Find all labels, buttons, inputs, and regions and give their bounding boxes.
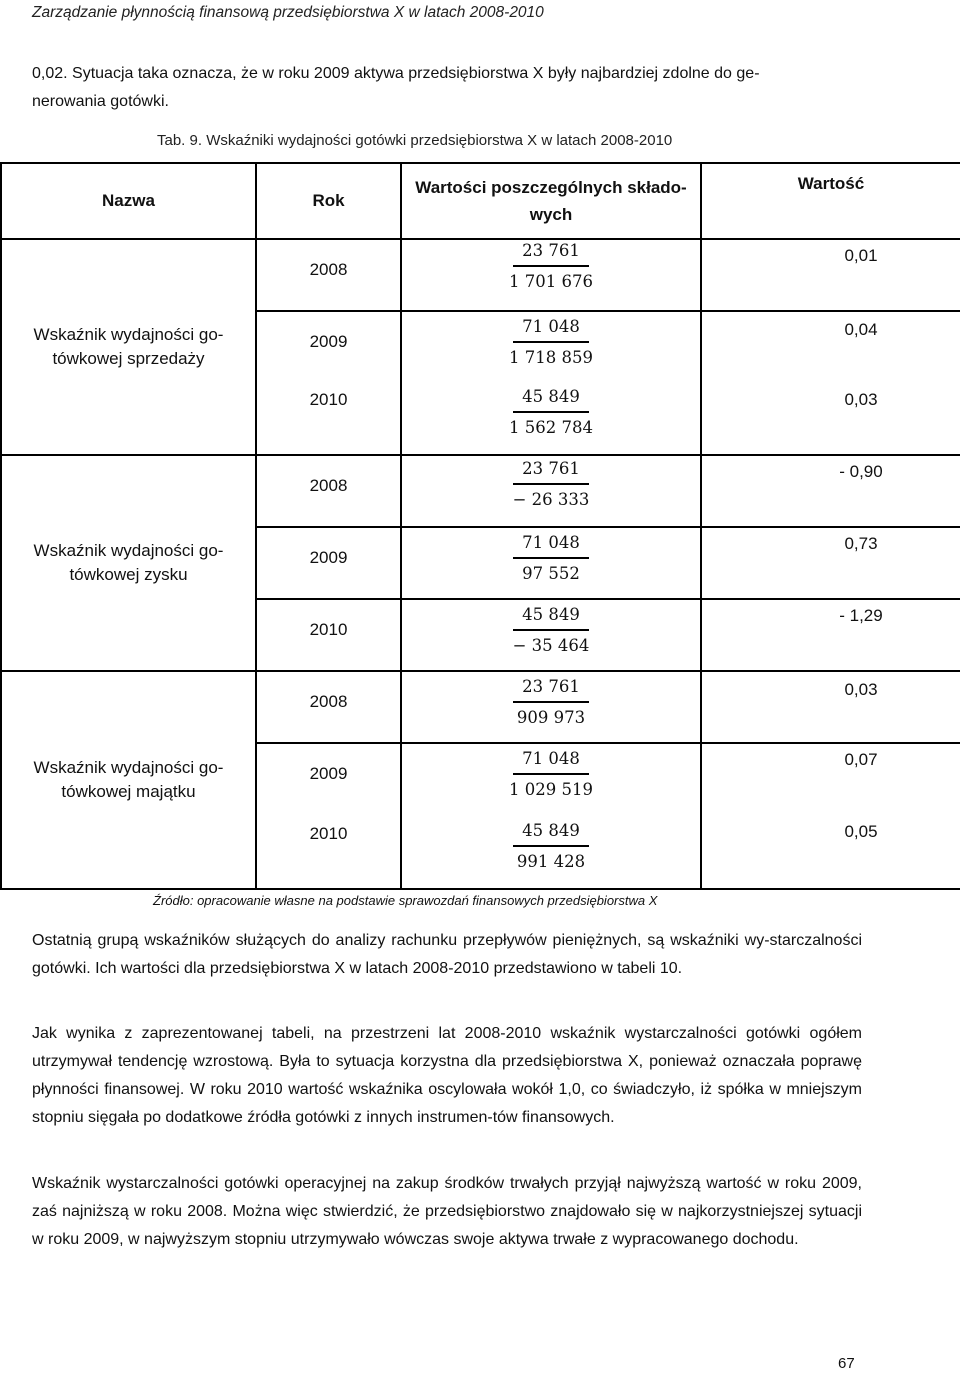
fraction-numerator: 45 849	[522, 387, 580, 406]
indicator-value: 0,73	[702, 526, 960, 598]
fraction-numerator: 71 048	[522, 317, 580, 336]
indicator-name-line-2: tówkowej zysku	[69, 565, 188, 584]
fraction-bar	[513, 483, 589, 485]
fraction	[402, 240, 700, 310]
header-value: Wartość	[701, 163, 960, 239]
fraction-expression	[503, 240, 599, 293]
header-year: Rok	[256, 163, 401, 239]
fraction-expression	[511, 820, 591, 873]
indicator-value: 0,03	[844, 680, 878, 699]
table-group	[1, 671, 960, 889]
year-label: 2008	[309, 476, 348, 495]
header-components	[401, 163, 701, 239]
year-cell	[256, 671, 401, 889]
fraction	[402, 814, 700, 888]
fraction-expression	[503, 386, 599, 439]
intro-paragraph	[32, 60, 862, 116]
indicator-value: 0,03	[844, 390, 878, 409]
indicator-name	[1, 671, 256, 889]
table-group	[1, 455, 960, 671]
fraction	[402, 526, 700, 598]
fraction	[402, 742, 700, 814]
fraction-denominator: 909 973	[516, 707, 586, 727]
fraction-denominator: 97 552	[522, 563, 580, 583]
indicator-name	[1, 455, 256, 671]
year-label: 2009	[257, 310, 400, 380]
indicator-value: - 0,90	[839, 462, 883, 481]
table-source: Źródło: opracowanie własne na podstawie sprawozdań finansowych przedsiębiorstwa X	[153, 893, 658, 908]
fraction	[402, 456, 700, 526]
fraction-denominator: − 26 333	[512, 489, 590, 509]
fraction-numerator: 23 761	[522, 677, 580, 696]
year-label: 2009	[257, 742, 400, 814]
page-number: 67	[838, 1355, 855, 1372]
year-label: 2010	[309, 824, 348, 843]
fraction-numerator: 45 849	[522, 821, 580, 840]
running-header: Zarządzanie płynnością finansową przedsiębiorstwa X w latach 2008-2010	[32, 4, 544, 21]
header-components-line-1: Wartości poszczególnych składo-	[415, 178, 687, 197]
fraction-bar	[513, 557, 589, 559]
year-label: 2008	[309, 260, 348, 279]
fraction-numerator: 71 048	[522, 533, 580, 552]
fraction-expression	[503, 316, 599, 369]
fraction	[402, 672, 700, 742]
indicator-name	[1, 239, 256, 455]
paragraph-3: Wskaźnik wystarczalności gotówki operacyjnej na zakup środków trwałych przyjął najwyższą wartość w roku 2009, zaś najniższą w roku 2008. Można więc stwierdzić, że przedsiębiorstwo znajdowało się w najkorzystniejszej sytuacji w roku 2009, w najwyższym stopniu utrzymywało wówczas swoje aktywa trwałe z wypracowanego dochodu.	[32, 1175, 862, 1248]
year-label: 2010	[309, 390, 348, 409]
fraction-expression	[507, 604, 596, 657]
indicator-name-line-1: Wskaźnik wydajności go-	[33, 541, 224, 560]
indicator-value: 0,04	[702, 310, 960, 380]
fraction-denominator: 1 718 859	[509, 347, 593, 367]
fraction-expression	[503, 748, 599, 801]
components-cell	[401, 455, 701, 671]
fraction	[402, 598, 700, 670]
fraction-bar	[513, 701, 589, 703]
year-label: 2008	[309, 692, 348, 711]
cash-efficiency-table	[0, 162, 960, 890]
components-cell	[401, 671, 701, 889]
header-components-line-2: wych	[529, 205, 573, 224]
fraction-denominator: 1 562 784	[509, 417, 593, 437]
table-group	[1, 239, 960, 455]
header-name: Nazwa	[1, 163, 256, 239]
fraction-denominator: − 35 464	[512, 635, 590, 655]
fraction-bar	[513, 773, 589, 775]
fraction	[402, 380, 700, 454]
fraction-bar	[513, 411, 589, 413]
fraction-expression	[513, 532, 589, 585]
year-cell	[256, 239, 401, 455]
indicator-value: 0,05	[844, 822, 878, 841]
indicator-name-line-2: tówkowej majątku	[61, 782, 196, 801]
table-caption: Tab. 9. Wskaźniki wydajności gotówki przedsiębiorstwa X w latach 2008-2010	[157, 132, 673, 149]
fraction	[402, 310, 700, 380]
fraction-denominator: 991 428	[516, 851, 586, 871]
fraction-numerator: 23 761	[522, 459, 580, 478]
year-label: 2010	[257, 598, 400, 670]
fraction-numerator: 45 849	[522, 605, 580, 624]
indicator-value: - 1,29	[702, 598, 960, 670]
paragraph-1: Ostatnią grupą wskaźników służących do analizy rachunku przepływów pieniężnych, są wskaźniki wy-starczalności gotówki. Ich wartości dla przedsiębiorstwa X w latach 2008-2010 przedstawiono w tabeli 10.	[32, 932, 862, 977]
intro-line-2: nerowania gotówki.	[32, 93, 169, 110]
intro-line-1: 0,02. Sytuacja taka oznacza, że w roku 2009 aktywa przedsiębiorstwa X były najbardziej zdolne do ge-	[32, 65, 760, 82]
indicator-name-line-1: Wskaźnik wydajności go-	[33, 325, 224, 344]
components-cell	[401, 239, 701, 455]
value-cell	[701, 239, 960, 455]
year-label: 2009	[257, 526, 400, 598]
indicator-name-line-1: Wskaźnik wydajności go-	[33, 758, 224, 777]
fraction-bar	[513, 845, 589, 847]
fraction-bar	[513, 265, 589, 267]
fraction-expression	[507, 458, 596, 511]
fraction-numerator: 71 048	[522, 749, 580, 768]
value-cell	[701, 455, 960, 671]
value-cell	[701, 671, 960, 889]
fraction-numerator: 23 761	[522, 241, 580, 260]
indicator-value: 0,07	[702, 742, 960, 814]
fraction-bar	[513, 341, 589, 343]
fraction-denominator: 1 029 519	[509, 779, 593, 799]
year-cell	[256, 455, 401, 671]
fraction-bar	[513, 629, 589, 631]
fraction-denominator: 1 701 676	[509, 271, 593, 291]
fraction-expression	[511, 676, 591, 729]
indicator-name-line-2: tówkowej sprzedaży	[52, 349, 205, 368]
paragraph-2: Jak wynika z zaprezentowanej tabeli, na przestrzeni lat 2008-2010 wskaźnik wystarczalności gotówki ogółem utrzymywał tendencję wzrostową. Była to sytuacja korzystna dla przedsiębiorstwa X, ponieważ oznaczała poprawę płynności finansowej. W roku 2010 wartość wskaźnika oscylowała wokół 1,0, co świadczyło, iż spółka w mniejszym stopniu sięgała po dodatkowe źródła gotówki z innych instrumen-tów finansowych.	[32, 1025, 862, 1126]
indicator-value: 0,01	[844, 246, 878, 265]
